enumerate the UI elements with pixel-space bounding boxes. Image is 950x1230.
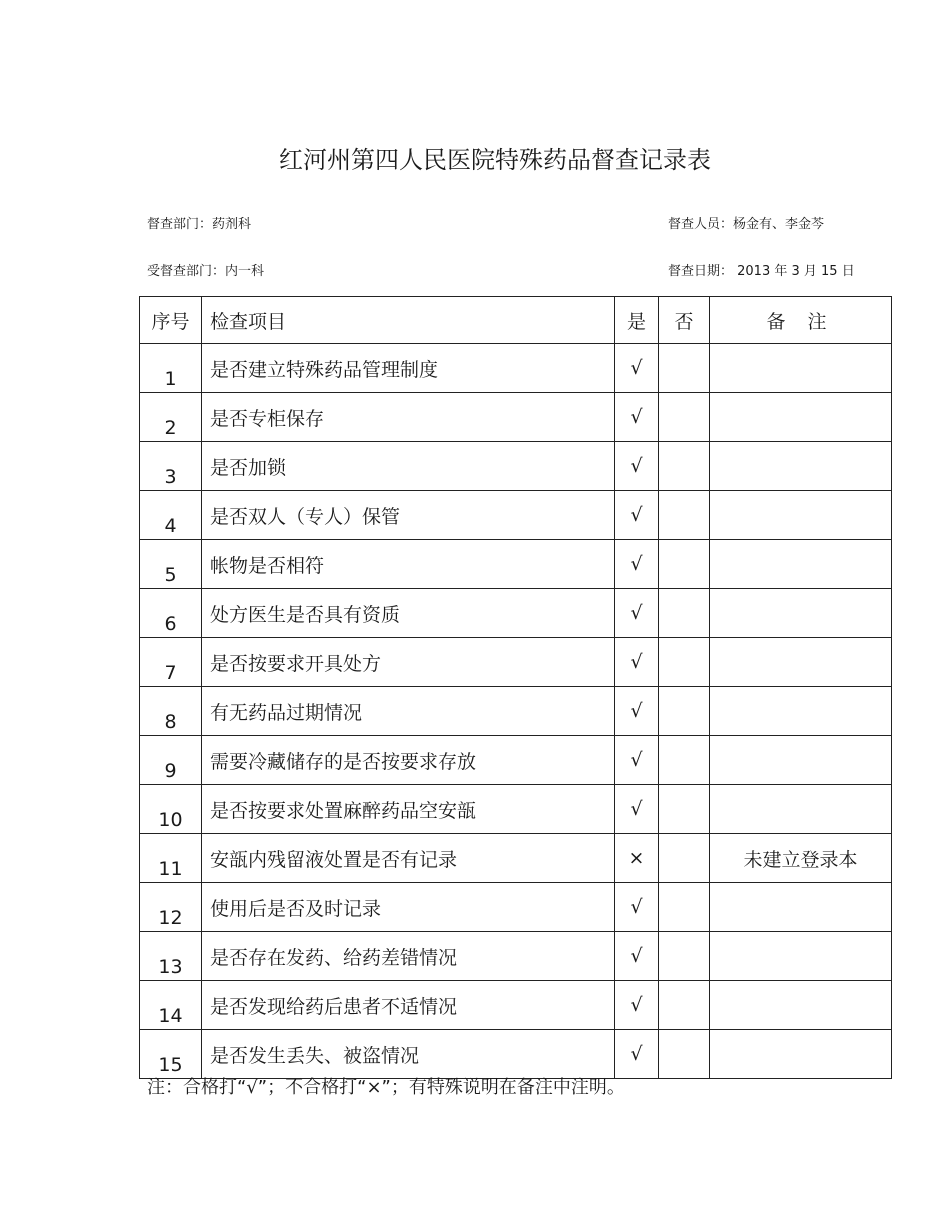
table-row — [140, 491, 892, 540]
cell-remark — [710, 1030, 892, 1079]
cell-check-item: 是否存在发药、给药差错情况 — [202, 932, 615, 981]
cell-check-item: 是否按要求开具处方 — [202, 638, 615, 687]
table-row — [140, 736, 892, 785]
cell-yes: √ — [615, 589, 659, 638]
cell-remark — [710, 344, 892, 393]
cell-yes: √ — [615, 344, 659, 393]
cell-no — [659, 589, 710, 638]
header-check-item: 检查项目 — [202, 297, 615, 344]
cell-no — [659, 834, 710, 883]
inspection-table — [139, 296, 892, 1079]
page-title: 红河州第四人民医院特殊药品督查记录表 — [279, 146, 711, 174]
cell-remark: 未建立登录本 — [710, 834, 892, 883]
table-row — [140, 540, 892, 589]
cell-yes: √ — [615, 687, 659, 736]
cell-serial: 15 — [140, 1030, 202, 1079]
cell-check-item: 帐物是否相符 — [202, 540, 615, 589]
table-row — [140, 1030, 892, 1079]
table-row — [140, 981, 892, 1030]
cell-yes: √ — [615, 883, 659, 932]
cell-no — [659, 638, 710, 687]
table-row — [140, 932, 892, 981]
cell-serial: 7 — [140, 638, 202, 687]
cell-serial: 14 — [140, 981, 202, 1030]
cell-no — [659, 393, 710, 442]
cell-serial: 5 — [140, 540, 202, 589]
cell-serial: 12 — [140, 883, 202, 932]
table-row — [140, 883, 892, 932]
header-yes: 是 — [615, 297, 659, 344]
inspected-department: 受督查部门：内一科 — [147, 264, 265, 279]
cell-yes: √ — [615, 932, 659, 981]
cell-remark — [710, 393, 892, 442]
cell-no — [659, 687, 710, 736]
cell-serial: 2 — [140, 393, 202, 442]
cell-no — [659, 736, 710, 785]
cell-check-item: 有无药品过期情况 — [202, 687, 615, 736]
table-row — [140, 393, 892, 442]
cell-yes: √ — [615, 393, 659, 442]
cell-remark — [710, 785, 892, 834]
cell-remark — [710, 491, 892, 540]
inspect-date: 督查日期： 2013 年 3 月 15 日 — [668, 264, 855, 279]
cell-serial: 6 — [140, 589, 202, 638]
cell-serial: 4 — [140, 491, 202, 540]
cell-check-item: 使用后是否及时记录 — [202, 883, 615, 932]
table-row — [140, 834, 892, 883]
cell-check-item: 是否建立特殊药品管理制度 — [202, 344, 615, 393]
cell-check-item: 是否专柜保存 — [202, 393, 615, 442]
cell-check-item: 是否发生丢失、被盗情况 — [202, 1030, 615, 1079]
header-no: 否 — [659, 297, 710, 344]
cell-serial: 11 — [140, 834, 202, 883]
cell-check-item: 是否发现给药后患者不适情况 — [202, 981, 615, 1030]
cell-check-item: 安瓿内残留液处置是否有记录 — [202, 834, 615, 883]
table-row — [140, 785, 892, 834]
cell-no — [659, 491, 710, 540]
cell-no — [659, 883, 710, 932]
cell-yes: √ — [615, 981, 659, 1030]
cell-check-item: 是否加锁 — [202, 442, 615, 491]
cell-no — [659, 344, 710, 393]
cell-yes: √ — [615, 638, 659, 687]
header-serial: 序号 — [140, 297, 202, 344]
cell-remark — [710, 540, 892, 589]
cell-yes: √ — [615, 736, 659, 785]
cell-serial: 13 — [140, 932, 202, 981]
table-row — [140, 344, 892, 393]
cell-no — [659, 932, 710, 981]
inspectors: 督查人员：杨金有、李金芩 — [668, 217, 825, 232]
cell-remark — [710, 589, 892, 638]
cell-yes: × — [615, 834, 659, 883]
cell-check-item: 需要冷藏储存的是否按要求存放 — [202, 736, 615, 785]
cell-check-item: 处方医生是否具有资质 — [202, 589, 615, 638]
header-remark: 备 注 — [710, 297, 892, 344]
cell-yes: √ — [615, 442, 659, 491]
cell-serial: 8 — [140, 687, 202, 736]
cell-check-item: 是否按要求处置麻醉药品空安瓿 — [202, 785, 615, 834]
cell-yes: √ — [615, 540, 659, 589]
cell-remark — [710, 736, 892, 785]
cell-remark — [710, 638, 892, 687]
cell-remark — [710, 883, 892, 932]
table-row — [140, 589, 892, 638]
cell-serial: 3 — [140, 442, 202, 491]
table-row — [140, 638, 892, 687]
cell-remark — [710, 442, 892, 491]
cell-remark — [710, 932, 892, 981]
cell-check-item: 是否双人（专人）保管 — [202, 491, 615, 540]
table-row — [140, 687, 892, 736]
cell-no — [659, 1030, 710, 1079]
cell-no — [659, 981, 710, 1030]
cell-no — [659, 785, 710, 834]
inspect-department: 督查部门：药剂科 — [147, 217, 252, 232]
table-body — [140, 344, 892, 1079]
table-row — [140, 442, 892, 491]
cell-no — [659, 540, 710, 589]
cell-serial: 1 — [140, 344, 202, 393]
cell-yes: √ — [615, 491, 659, 540]
cell-remark — [710, 981, 892, 1030]
cell-serial: 10 — [140, 785, 202, 834]
cell-yes: √ — [615, 1030, 659, 1079]
footnote: 注：合格打“√”；不合格打“×”；有特殊说明在备注中注明。 — [147, 1077, 625, 1098]
cell-serial: 9 — [140, 736, 202, 785]
cell-yes: √ — [615, 785, 659, 834]
cell-no — [659, 442, 710, 491]
table-header-row — [140, 297, 892, 344]
cell-remark — [710, 687, 892, 736]
